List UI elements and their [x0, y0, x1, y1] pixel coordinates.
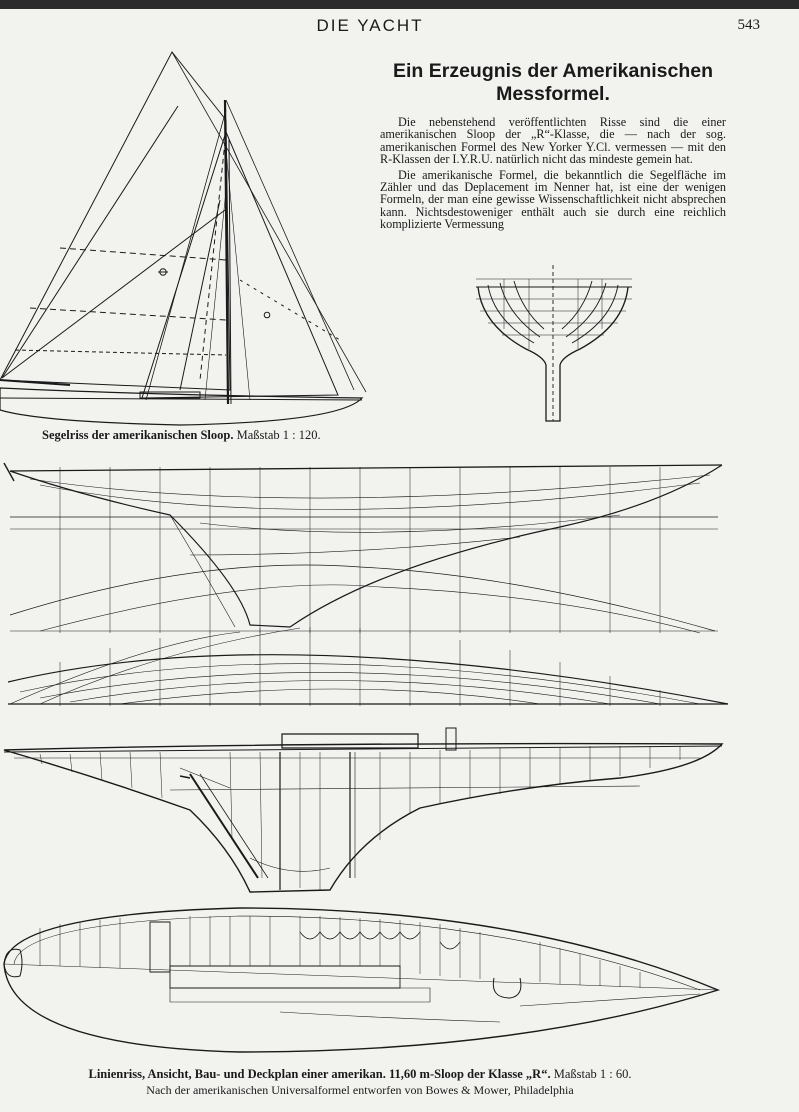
sail-plan-scale: Maßstab 1 : 120.: [236, 428, 321, 442]
sail-plan-drawing: [0, 50, 380, 430]
article-title: [380, 60, 726, 106]
page-number: 543: [737, 17, 760, 33]
deck-plan: [0, 902, 740, 1062]
running-head: DIE YACHT: [316, 16, 424, 35]
plans-caption-line2: Nach der amerikanischen Universalformel entworfen von Bowes & Mower, Philadelphia: [146, 1083, 574, 1097]
construction-profile: [0, 728, 740, 898]
lines-plan-profile: [0, 455, 740, 635]
plans-caption-text: Linienriss, Ansicht, Bau- und Deckplan einer amerikan. 11,60 m-Sloop der Klasse „R“.: [88, 1067, 551, 1081]
article-paragraph-2: Die amerikanische Formel, die bekanntlich die Segelfläche im Zähler und das Deplacement im Nenner hat, ist eine der wenigen Formeln, der man eine gewisse Wissenschaftlichkeit nicht absprechen kann. Nichtsdestoweniger enthält auch sie durch eine reichlich komplizierte Vermessung: [380, 167, 726, 232]
sail-plan-caption: [42, 428, 362, 443]
article: [380, 60, 726, 234]
article-paragraph-1: Die nebenstehend veröffentlichten Risse sind die einer amerikanischen Sloop der „R“-Klasse, die — nach der sog. amerikanischen Formel des New Yorker Y.Cl. vermessen — mit den R-Klassen der I.Y.R.U. natürlich nicht das mindeste gemein hat.: [380, 115, 726, 167]
plans-caption-scale: Maßstab 1 : 60.: [553, 1067, 632, 1081]
body-plan-drawing: [474, 265, 634, 425]
article-title-line2: Messformel.: [496, 83, 610, 105]
plans-caption: [40, 1066, 680, 1098]
article-title-line1: Ein Erzeugnis der Amerikanischen: [392, 60, 714, 82]
plans-caption-line1: [40, 1066, 680, 1082]
rigging: [146, 52, 366, 400]
jib: [142, 132, 340, 398]
sail-plan-caption-text: Segelriss der amerikanischen Sloop.: [42, 428, 234, 442]
lines-plan-half-breadth: [0, 622, 740, 712]
top-scan-band: [0, 0, 799, 9]
